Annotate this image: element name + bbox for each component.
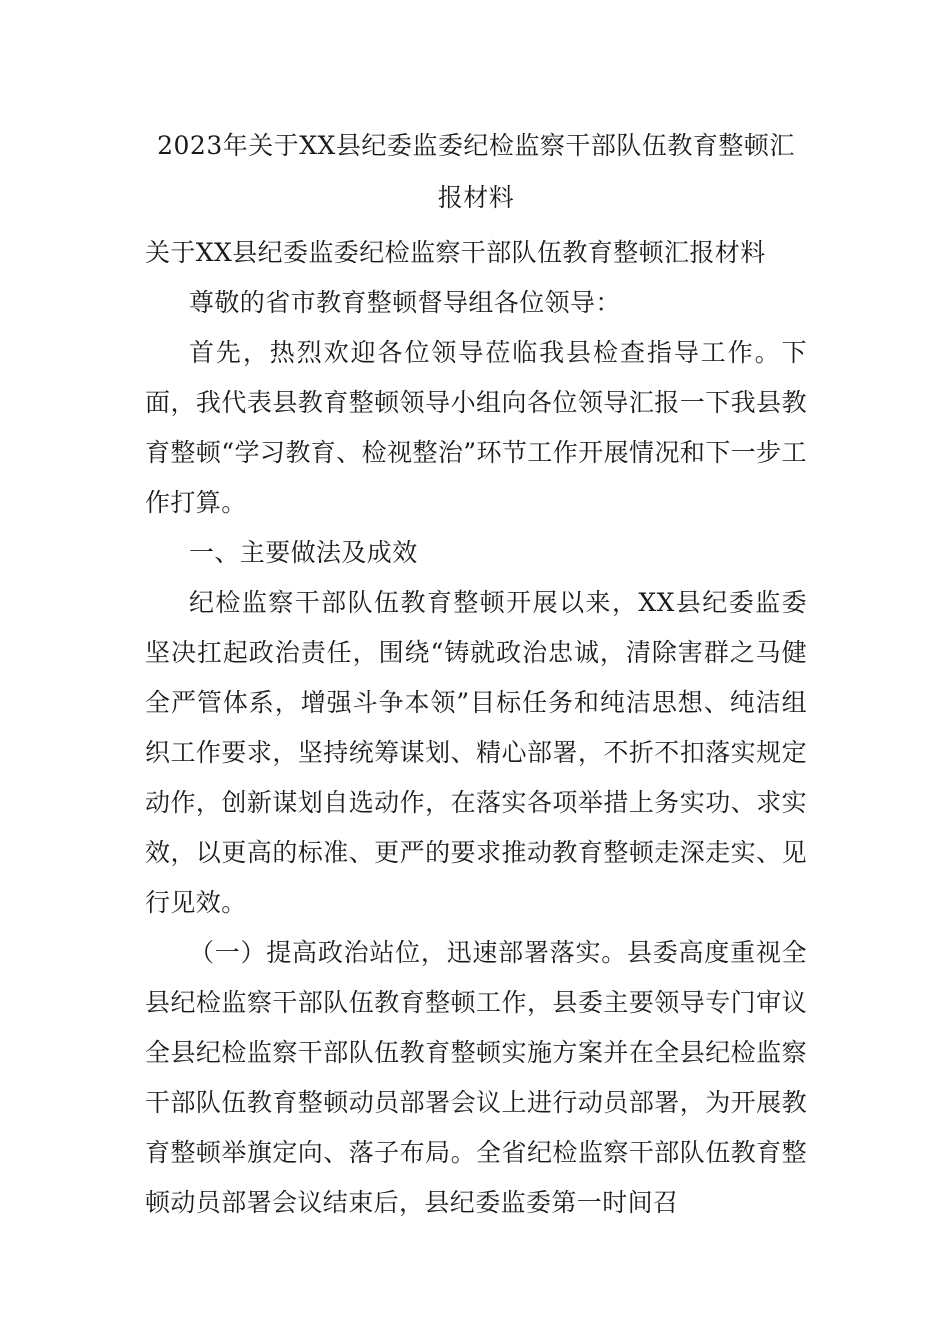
salutation: 尊敬的省市教育整顿督导组各位领导： [189, 288, 621, 317]
document-subtitle: 关于XX县纪委监委纪检监察干部队伍教育整顿汇报材料 [145, 238, 766, 267]
document-title-line-2: 报材料 [437, 183, 515, 212]
body-paragraph-intro: 首先，热烈欢迎各位领导莅临我县检查指导工作。下面，我代表县教育整顿领导小组向各位领导汇报一下我县教育整顿“学习教育、检视整治”环节工作开展情况和下一步工作打算。 [145, 338, 807, 517]
body-paragraph-overview: 纪检监察干部队伍教育整顿开展以来，XX县纪委监委坚决扛起政治责任，围绕“铸就政治忠诚，清除害群之马健全严管体系，增强斗争本领”目标任务和纯洁思想、纯洁组织工作要求，坚持统筹谋划、精心部署，不折不扣落实规定动作，创新谋划自选动作，在落实各项举措上务实功、求实效，以更高的标准、更严的要求推动教育整顿走深走实、见行见效。 [145, 588, 807, 917]
document-page [145, 120, 807, 1228]
section-heading: 一、主要做法及成效 [189, 538, 418, 567]
document-title-line-1: 2023年关于XX县纪委监委纪检监察干部队伍教育整顿汇 [157, 131, 795, 160]
document-title [145, 120, 807, 224]
body-paragraph-subsection-1: （一）提高政治站位，迅速部署落实。县委高度重视全县纪检监察干部队伍教育整顿工作，县委主要领导专门审议全县纪检监察干部队伍教育整顿实施方案并在全县纪检监察干部队伍教育整顿动员部署会议上进行动员部署，为开展教育整顿举旗定向、落子布局。全省纪检监察干部队伍教育整顿动员部署会议结束后，县纪委监委第一时间召 [145, 938, 807, 1217]
